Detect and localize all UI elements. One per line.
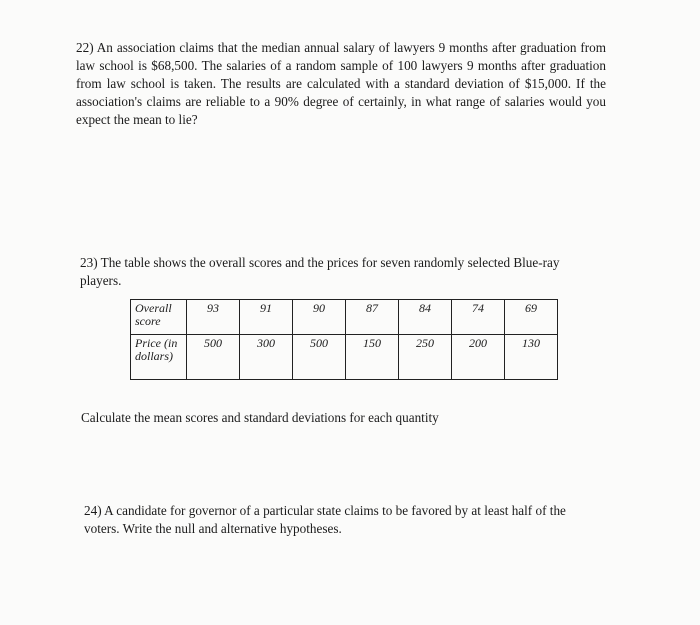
question-23: 23) The table shows the overall scores and the prices for seven randomly selected Blue-ray players.	[80, 255, 560, 288]
question-24: 24) A candidate for governor of a particular state claims to be favored by at least half of the voters. Write the null and alternative hypotheses.	[84, 503, 566, 536]
question-22: 22) An association claims that the median annual salary of lawyers 9 months after graduation from law school is $68,500. The salaries of a random sample of 100 lawyers 9 months after graduation from law school is taken. The results are calculated with a standard deviation of $15,000. If the association's claims are reliable to a 90% degree of certainly, in what range of salaries would you expect the mean to lie?	[76, 40, 606, 127]
table-cell: 130	[505, 335, 558, 380]
table-cell: 69	[505, 300, 558, 335]
table-row	[131, 335, 558, 380]
table-cell: 90	[293, 300, 346, 335]
table-cell: 84	[399, 300, 452, 335]
table-cell: 74	[452, 300, 505, 335]
row-label-overall-score: Overall score	[131, 300, 187, 335]
table-cell: 93	[187, 300, 240, 335]
table-cell: 91	[240, 300, 293, 335]
blu-ray-table	[130, 299, 558, 380]
table-cell: 300	[240, 335, 293, 380]
table-cell: 87	[346, 300, 399, 335]
table-row	[131, 300, 558, 335]
question-23-instruction: Calculate the mean scores and standard deviations for each quantity	[81, 410, 439, 425]
table-cell: 500	[293, 335, 346, 380]
table-cell: 150	[346, 335, 399, 380]
row-label-price: Price (in dollars)	[131, 335, 187, 380]
table-cell: 500	[187, 335, 240, 380]
table-cell: 250	[399, 335, 452, 380]
table-cell: 200	[452, 335, 505, 380]
